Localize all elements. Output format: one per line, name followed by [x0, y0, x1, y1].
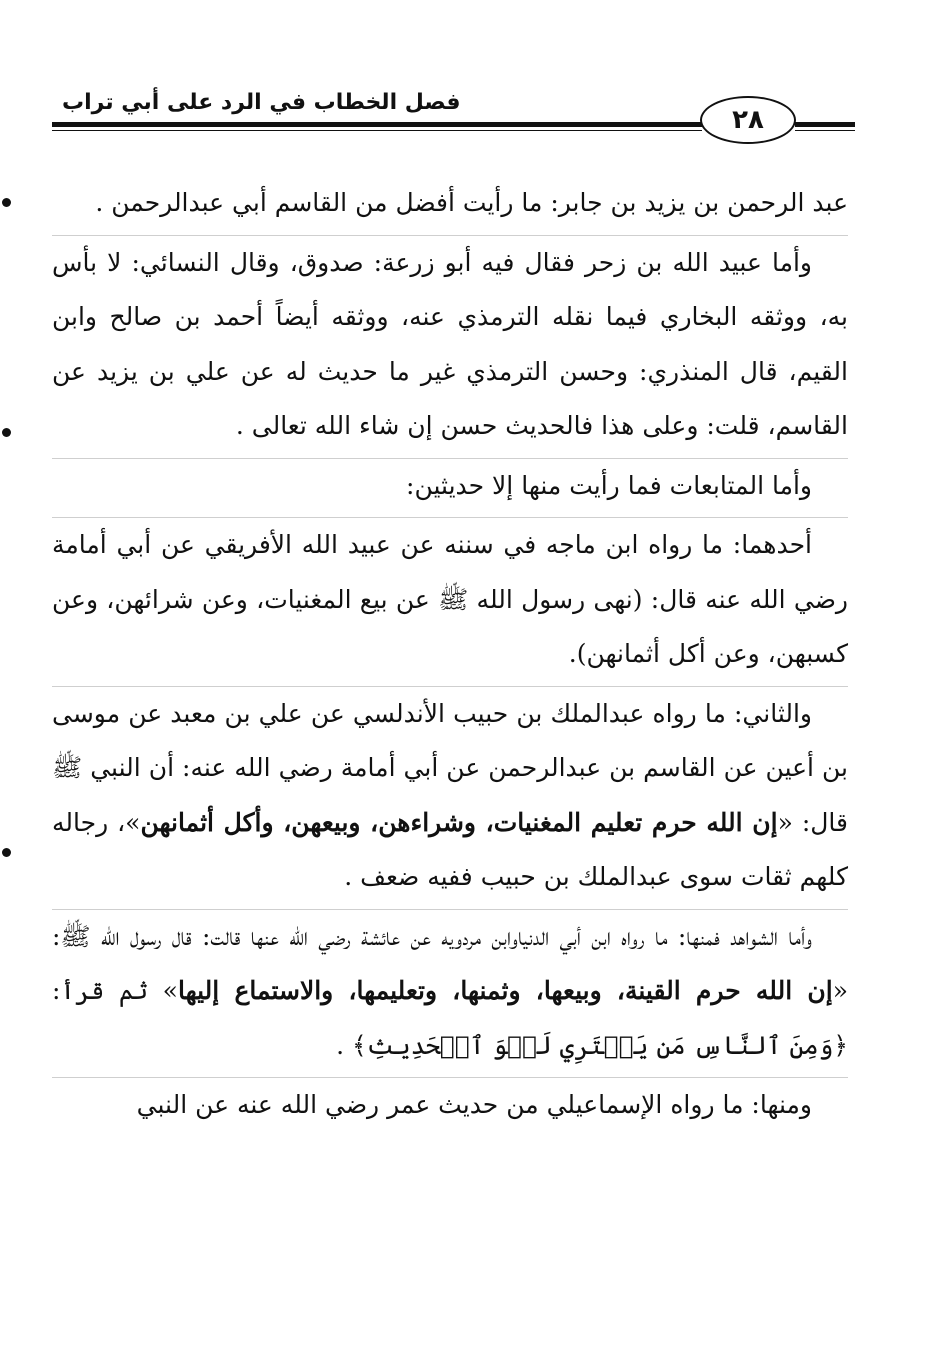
paragraph	[52, 1077, 848, 1133]
text-run: وأما الشواهد فمنها: ما رواه ابن أبي الدنياوابن مردويه عن عائشة رضي الله عنها قالت: قال رسول الله ﷺ: «	[52, 921, 848, 1005]
paragraph	[52, 686, 848, 905]
hadith-quote: إن الله حرم القينة، وبيعها، وثمنها، وتعليمها، والاستماع إليها	[177, 976, 833, 1005]
page-number-badge	[700, 96, 796, 144]
header-rule-thick-right	[795, 122, 855, 127]
text-run: »، رجاله كلهم ثقات سوى عبدالملك بن حبيب ففيه ضعف .	[52, 807, 848, 891]
text-run: والثاني: ما رواه عبدالملك بن حبيب الأندلسي عن علي بن معبد عن موسى بن أعين عن القاسم بن عبدالرحمن عن أبي أمامة رضي الله عنه: أن النبي ﷺ قال: «	[52, 698, 849, 837]
running-title: فصل الخطاب في الرد على أبي تراب	[62, 90, 461, 115]
paragraph	[52, 458, 848, 514]
header-rule-thick	[52, 122, 702, 127]
page-number: ٢٨	[732, 105, 764, 135]
header-rule-thin	[52, 130, 702, 131]
margin-mark	[2, 428, 11, 437]
margin-mark	[2, 848, 11, 857]
text-run: ومنها: ما رواه الإسماعيلي من حديث عمر رضي الله عنه عن النبي	[136, 1090, 812, 1119]
hadith-quote: إن الله حرم تعليم المغنيات، وشراءهن، وبيعهن، وأكل أثمانهن	[140, 807, 778, 837]
text-run: عبد الرحمن بن يزيد بن جابر: ما رأيت أفضل من القاسم أبي عبدالرحمن .	[95, 188, 848, 217]
header-rule-thin-right	[795, 130, 855, 131]
body-text	[52, 176, 848, 1133]
text-run: وأما المتابعات فما رأيت منها إلا حديثين:	[406, 470, 812, 500]
paragraph	[52, 176, 848, 231]
paragraph	[52, 517, 848, 682]
text-run: وأما عبيد الله بن زحر فقال فيه أبو زرعة: صدوق، وقال النسائي: لا بأس به، ووثقه البخاري فيما نقله الترمذي عنه، ووثقه أيضاً أحمد بن صالح وابن القيم، قال المنذري: وحسن الترمذي غير ما حديث له عن علي بن يزيد عن القاسم، قلت: وعلى هذا فالحديث حسن إن شاء الله تعالى .	[52, 247, 848, 440]
paragraph	[52, 909, 848, 1074]
text-run: أحدهما: ما رواه ابن ماجه في سننه عن عبيد الله الأفريقي عن أبي أمامة رضي الله عنه قال: (نهى رسول الله ﷺ عن بيع المغنيات، وعن شرائهن، وعن كسبهن، وعن أكل أثمانهن).	[52, 530, 848, 668]
paragraph	[52, 235, 848, 454]
text-run: » ثم قرأ: ﴿وَمِنَ ٱلنَّاسِ مَن يَشۡتَرِي لَهۡوَ ٱلۡحَدِيثِ﴾ .	[52, 976, 848, 1060]
page-header	[52, 84, 855, 144]
margin-mark	[2, 198, 11, 207]
